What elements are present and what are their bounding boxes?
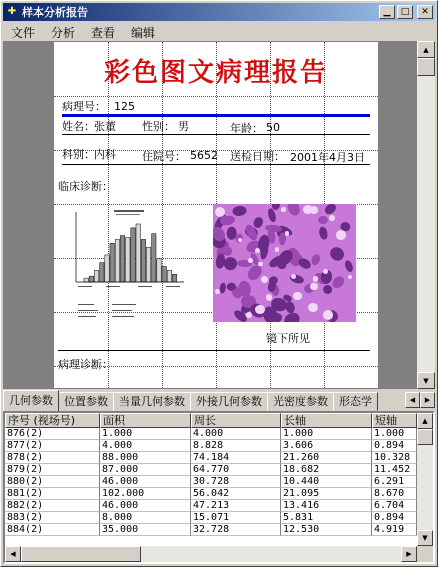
cell-vacuole [310, 206, 318, 214]
clinical-dx-label: 临床诊断： [58, 180, 113, 193]
cell-index: 881(2) [5, 488, 100, 500]
histogram-bar [162, 267, 166, 282]
column-header-major-axis[interactable]: 长轴 [281, 413, 372, 428]
cell-area: 8.000 [100, 512, 191, 524]
maximize-button[interactable] [397, 5, 413, 19]
arrow-left-icon: ◀ [10, 550, 16, 558]
microscopy-image [213, 204, 356, 322]
cell-vacuole [266, 294, 272, 300]
minimize-icon: ▁ [383, 7, 391, 17]
table-row[interactable] [5, 512, 433, 524]
column-header-index[interactable]: 序号 (视场号) [5, 413, 100, 428]
tab-scroll-left-button[interactable] [405, 392, 420, 408]
histogram-stats-mark [78, 316, 96, 317]
cell-vacuole [285, 231, 290, 236]
cell-nucleus [344, 260, 354, 274]
inpatient-label: 住院号： [142, 150, 186, 163]
cell-minor-axis: 4.919 [372, 524, 417, 536]
table-hscroll-thumb[interactable] [21, 546, 141, 562]
cell-index: 878(2) [5, 452, 100, 464]
cell-area: 46.000 [100, 476, 191, 488]
cell-vacuole [313, 276, 318, 281]
cell-major-axis: 1.000 [281, 428, 372, 440]
arrow-up-icon: ▲ [422, 417, 428, 425]
pathology-dx-label: 病理诊断： [58, 358, 113, 371]
cell-major-axis: 5.831 [281, 512, 372, 524]
histogram-bar [167, 270, 171, 282]
cell-nucleus [318, 226, 329, 240]
name-label: 姓名： [62, 120, 95, 133]
cell-perimeter: 30.728 [191, 476, 281, 488]
divider-line [62, 134, 370, 135]
histogram-legend-mark [114, 210, 144, 212]
sex-value: 男 [178, 120, 189, 133]
histogram-tick-mark [138, 286, 152, 287]
histogram-bar [110, 243, 114, 282]
arrow-right-icon: ▶ [406, 550, 412, 558]
histogram-bar [152, 234, 156, 282]
table-body [5, 428, 433, 536]
histogram-bar [172, 274, 176, 282]
cell-vacuole [293, 292, 302, 301]
histogram-stats-mark [112, 310, 132, 311]
scroll-corner [417, 546, 433, 562]
histogram-tick-mark [78, 286, 92, 287]
title-bar[interactable] [3, 3, 435, 21]
cell-nucleus [297, 256, 313, 271]
cell-nucleus [285, 204, 302, 218]
cell-perimeter: 64.770 [191, 464, 281, 476]
cell-nucleus [318, 216, 328, 224]
menu-bar [3, 23, 163, 41]
menu-file[interactable]: 文件 [11, 25, 36, 40]
grid-line [54, 96, 378, 97]
cell-perimeter: 74.184 [191, 452, 281, 464]
cell-nucleus [282, 310, 302, 322]
histogram-stats-mark [112, 316, 134, 317]
cell-nucleus [219, 282, 227, 294]
cell-major-axis: 12.530 [281, 524, 372, 536]
histogram-bar [131, 228, 135, 282]
app-icon: ✚ [7, 6, 17, 17]
cell-index: 882(2) [5, 500, 100, 512]
cell-minor-axis: 0.894 [372, 440, 417, 452]
tab-circumscribed-geometry[interactable]: 外接几何参数 [190, 392, 268, 411]
cell-area: 88.000 [100, 452, 191, 464]
histogram-bar [115, 239, 119, 282]
cell-vacuole [275, 247, 280, 252]
cell-major-axis: 10.440 [281, 476, 372, 488]
close-icon: ✕ [421, 7, 429, 17]
cell-nucleus [277, 260, 287, 270]
minimize-button[interactable] [379, 5, 395, 19]
cell-minor-axis: 1.000 [372, 428, 417, 440]
histogram-tick-mark [106, 286, 120, 287]
cell-vacuole [258, 262, 263, 267]
cell-vacuole [215, 289, 220, 294]
cell-area: 4.000 [100, 440, 191, 452]
close-button[interactable] [417, 5, 433, 19]
table-row[interactable] [5, 500, 433, 512]
age-label: 年龄： [230, 122, 263, 135]
cell-nucleus [330, 274, 346, 290]
histogram-bar [141, 239, 145, 282]
cell-vacuole [215, 207, 225, 217]
column-header-minor-axis[interactable]: 短轴 [372, 413, 417, 428]
histogram-bar [120, 236, 124, 282]
cell-vacuole [248, 258, 253, 263]
cell-nucleus [310, 253, 322, 267]
cell-nucleus [267, 208, 277, 224]
arrow-down-icon: ▼ [422, 534, 428, 542]
cell-minor-axis: 11.452 [372, 464, 417, 476]
cell-perimeter: 47.213 [191, 500, 281, 512]
cell-area: 102.000 [100, 488, 191, 500]
table-row[interactable] [5, 428, 433, 440]
cell-major-axis: 21.260 [281, 452, 372, 464]
histogram-bar [146, 247, 150, 282]
cell-perimeter: 32.728 [191, 524, 281, 536]
histogram-stats-mark [112, 304, 136, 305]
column-header-perimeter[interactable]: 周长 [191, 413, 281, 428]
parameter-table[interactable] [3, 411, 435, 564]
cell-vacuole [336, 230, 346, 240]
table-row[interactable] [5, 476, 433, 488]
cell-vacuole [308, 303, 317, 312]
cell-index: 876(2) [5, 428, 100, 440]
histogram-bar [157, 259, 161, 282]
date-label: 送检日期： [230, 150, 285, 163]
table-scroll-right-button[interactable] [401, 546, 417, 562]
table-scroll-down-button[interactable] [417, 530, 433, 546]
histogram-stats-mark [78, 304, 94, 305]
table-row[interactable] [5, 440, 433, 452]
sex-label: 性别： [142, 120, 175, 133]
histogram-bars [84, 224, 177, 282]
table-header [5, 413, 433, 428]
report-title: 彩色图文病理报告 [103, 58, 328, 88]
cell-area: 87.000 [100, 464, 191, 476]
cell-minor-axis: 6.704 [372, 500, 417, 512]
histogram-bar [84, 278, 88, 282]
table-scroll-thumb[interactable] [417, 429, 433, 445]
cell-minor-axis: 8.670 [372, 488, 417, 500]
histogram-stats-mark [78, 310, 98, 311]
histogram-bar [136, 224, 140, 282]
cell-nucleus [328, 245, 347, 263]
cell-vacuole [246, 312, 251, 317]
cell-vacuole [255, 248, 260, 253]
cell-vacuole [238, 238, 242, 242]
table-scroll-up-button[interactable] [417, 413, 433, 429]
name-value: 张董 [94, 120, 116, 133]
cell-vacuole [348, 275, 352, 279]
date-value: 2001年4月3日 [290, 151, 365, 164]
parameter-tabs [3, 390, 435, 411]
cell-major-axis: 21.095 [281, 488, 372, 500]
menu-analyze[interactable]: 分析 [51, 25, 76, 40]
table-row[interactable] [5, 488, 433, 500]
cell-vacuole [281, 207, 286, 212]
report-view[interactable] [3, 41, 417, 389]
divider-line [62, 164, 370, 165]
arrow-down-icon: ▼ [423, 376, 429, 385]
histogram-bar [89, 276, 93, 282]
cell-perimeter: 4.000 [191, 428, 281, 440]
tab-optical-density[interactable]: 光密度参数 [267, 392, 334, 411]
histogram-tick-mark [166, 286, 180, 287]
scroll-down-button[interactable] [417, 372, 435, 389]
histogram-chart [62, 200, 197, 325]
report-vertical-scrollbar[interactable] [417, 41, 435, 389]
pathology-no-label: 病理号： [62, 100, 106, 113]
cell-index: 879(2) [5, 464, 100, 476]
menu-view[interactable]: 查看 [91, 25, 116, 40]
cell-nucleus [323, 284, 333, 294]
histogram-bar [94, 270, 98, 282]
cell-minor-axis: 0.894 [372, 512, 417, 524]
cell-major-axis: 3.606 [281, 440, 372, 452]
table-row[interactable] [5, 452, 433, 464]
dept-value: 内科 [94, 148, 116, 161]
micro-caption: 镜下所见 [266, 332, 310, 345]
cell-perimeter: 56.042 [191, 488, 281, 500]
cell-perimeter: 8.828 [191, 440, 281, 452]
arrow-up-icon: ▲ [423, 45, 429, 54]
table-vertical-scrollbar[interactable] [417, 413, 433, 546]
menu-edit[interactable]: 编辑 [131, 25, 156, 40]
cell-index: 884(2) [5, 524, 100, 536]
window-title: 样本分析报告 [22, 6, 88, 19]
tab-scroll-right-button[interactable] [420, 392, 435, 408]
cell-major-axis: 13.416 [281, 500, 372, 512]
tab-equivalent-geometry[interactable]: 当量几何参数 [113, 392, 191, 411]
cell-index: 880(2) [5, 476, 100, 488]
age-value: 50 [266, 121, 280, 134]
cell-vacuole [323, 310, 333, 320]
tab-scroll-controls [405, 392, 435, 408]
histogram-bar [126, 238, 130, 282]
cell-vacuole [329, 215, 335, 221]
report-page [54, 42, 378, 389]
histogram-legend-mark [116, 214, 140, 215]
arrow-left-icon: ◀ [409, 396, 416, 404]
cell-index: 883(2) [5, 512, 100, 524]
cell-major-axis: 18.682 [281, 464, 372, 476]
cell-area: 46.000 [100, 500, 191, 512]
scroll-up-button[interactable] [417, 41, 435, 58]
scroll-thumb[interactable] [417, 58, 435, 76]
table-row[interactable] [5, 524, 433, 536]
cell-nucleus [233, 205, 248, 216]
header-rule [62, 114, 370, 117]
tab-position[interactable]: 位置参数 [58, 392, 114, 411]
histogram-bar [100, 263, 104, 282]
cell-area: 35.000 [100, 524, 191, 536]
arrow-right-icon: ▶ [424, 396, 431, 404]
table-horizontal-scrollbar[interactable] [5, 546, 417, 562]
cell-perimeter: 15.071 [191, 512, 281, 524]
inpatient-value: 5652 [190, 149, 218, 162]
tab-morphology[interactable]: 形态学 [333, 392, 378, 411]
divider-line [58, 350, 370, 351]
maximize-icon: □ [400, 7, 410, 17]
cell-vacuole [310, 283, 317, 290]
table-scroll-left-button[interactable] [5, 546, 21, 562]
column-header-area[interactable]: 面积 [100, 413, 191, 428]
tab-geometry[interactable]: 几何参数 [3, 390, 59, 411]
histogram-bar [105, 255, 109, 282]
cell-minor-axis: 10.328 [372, 452, 417, 464]
dept-label: 科别： [62, 148, 95, 161]
cell-index: 877(2) [5, 440, 100, 452]
cell-area: 1.000 [100, 428, 191, 440]
cell-vacuole [261, 276, 269, 284]
pathology-no-value: 125 [114, 100, 135, 113]
cell-vacuole [255, 305, 265, 315]
cell-minor-axis: 6.291 [372, 476, 417, 488]
table-row[interactable] [5, 464, 433, 476]
